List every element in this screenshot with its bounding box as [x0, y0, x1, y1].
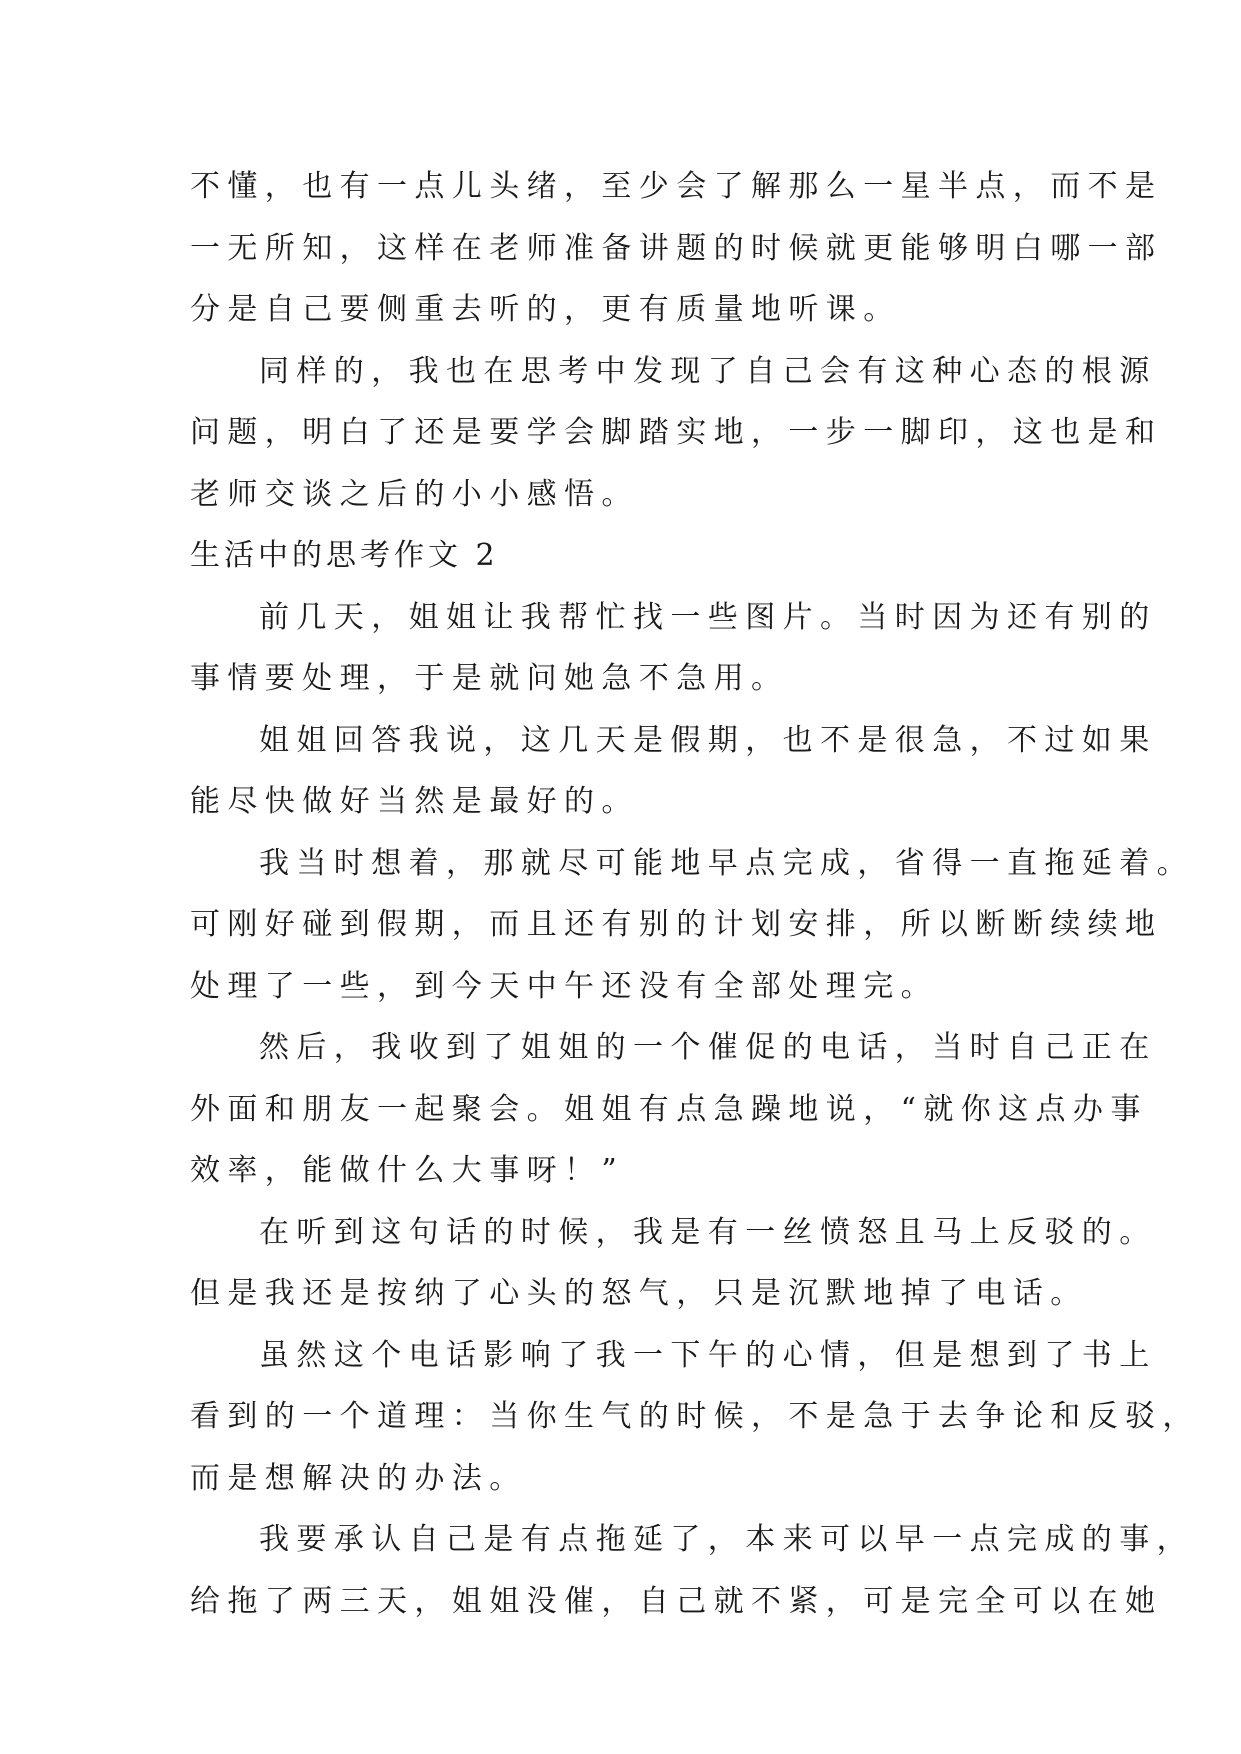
paragraph-start-line: 在听到这句话的时候，我是有一丝愤怒且马上反驳的。	[259, 1214, 1157, 1250]
text-line: 一无所知，这样在老师准备讲题的时候就更能够明白哪一部	[190, 230, 1163, 266]
paragraph-start-line: 然后，我收到了姐姐的一个催促的电话，当时自己正在	[259, 1030, 1157, 1065]
text-line: 可刚好碰到假期，而且还有别的计划安排，所以断断续续地	[190, 907, 1163, 942]
text-line: 但是我还是按纳了心头的怒气，只是沉默地掉了电话。	[190, 1276, 1088, 1311]
document-body	[190, 156, 1200, 1632]
paragraph-start-line: 同样的，我也在思考中发现了自己会有这种心态的根源	[259, 353, 1157, 389]
paragraph-start-line: 我要承认自己是有点拖延了，本来可以早一点完成的事，	[259, 1522, 1194, 1557]
text-line: 处理了一些，到今天中午还没有全部处理完。	[190, 968, 938, 1004]
text-line: 老师交谈之后的小小感悟。	[190, 476, 639, 512]
text-line: 不懂，也有一点儿头绪，至少会了解那么一星半点，而不是	[190, 169, 1163, 204]
text-line: 看到的一个道理：当你生气的时候，不是急于去争论和反驳，	[190, 1399, 1200, 1434]
text-line: 问题，明白了还是要学会脚踏实地，一步一脚印，这也是和	[190, 415, 1163, 450]
text-line: 而是想解决的办法。	[190, 1460, 527, 1496]
section-heading: 生活中的思考作文 2	[190, 538, 499, 573]
paragraph-start-line: 我当时想着，那就尽可能地早点完成，省得一直拖延着。	[259, 845, 1194, 881]
text-line: 外面和朋友一起聚会。姐姐有点急躁地说，“就你这点办事	[190, 1091, 1148, 1127]
paragraph-start-line: 姐姐回答我说，这几天是假期，也不是很急，不过如果	[259, 722, 1157, 758]
text-line: 效率，能做什么大事呀！”	[190, 1153, 625, 1188]
text-line: 给拖了两三天，姐姐没催，自己就不紧，可是完全可以在她	[190, 1583, 1163, 1619]
text-line: 能尽快做好当然是最好的。	[190, 784, 639, 819]
paragraph-start-line: 前几天，姐姐让我帮忙找一些图片。当时因为还有别的	[259, 599, 1157, 635]
text-line: 分是自己要侧重去听的，更有质量地听课。	[190, 292, 901, 327]
text-line: 事情要处理，于是就问她急不急用。	[190, 661, 789, 696]
paragraph-start-line: 虽然这个电话影响了我一下午的心情，但是想到了书上	[259, 1337, 1157, 1373]
